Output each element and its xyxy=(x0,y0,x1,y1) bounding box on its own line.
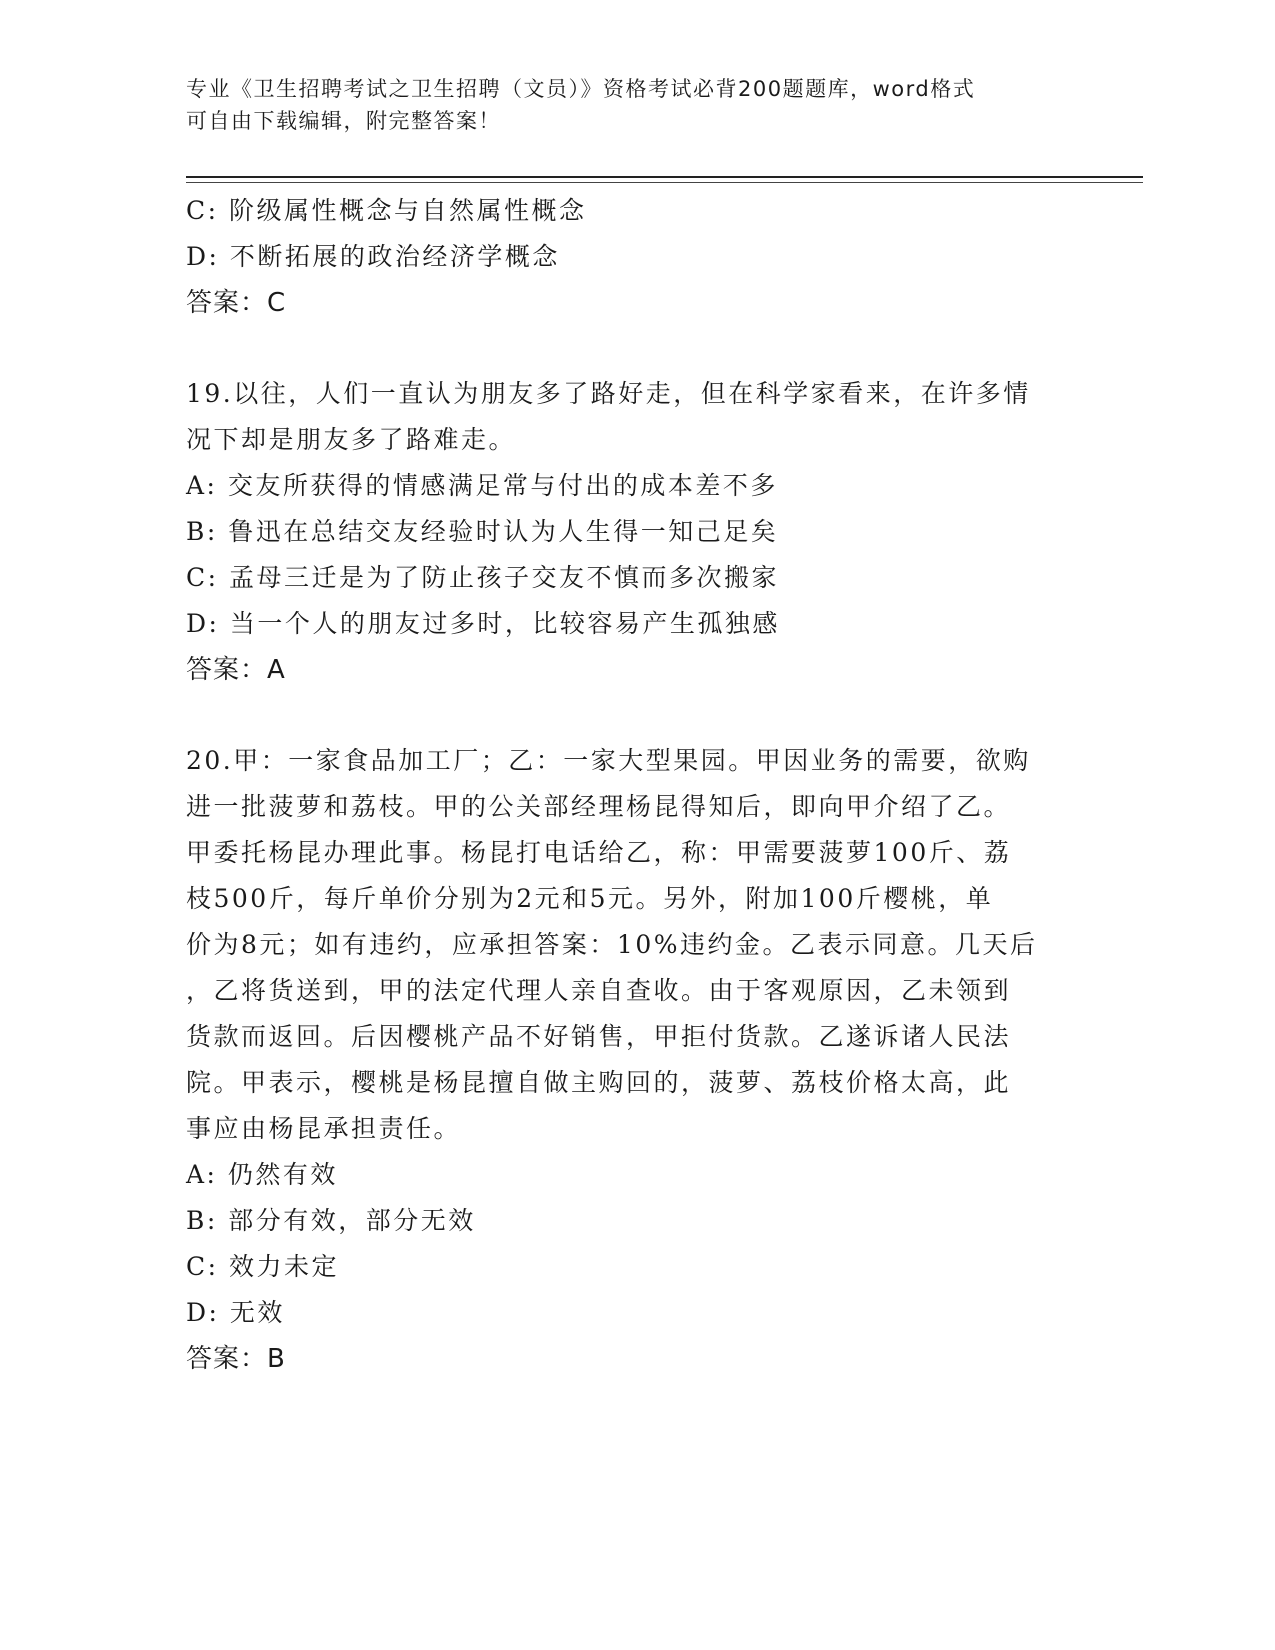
header-divider-thick xyxy=(186,176,1143,178)
question-20 xyxy=(186,738,1076,1382)
option-a: A: 仍然有效 xyxy=(186,1160,338,1189)
question-stem-line: 况下却是朋友多了路难走。 xyxy=(186,425,517,454)
question-stem-line: 甲委托杨昆办理此事。杨昆打电话给乙，称：甲需要菠萝100斤、荔 xyxy=(186,838,1012,867)
question-stem-line: 院。甲表示，樱桃是杨昆擅自做主购回的，菠萝、荔枝价格太高，此 xyxy=(186,1068,1012,1097)
previous-question-tail xyxy=(186,188,1076,326)
spacer xyxy=(186,693,1076,738)
option-b: B: 鲁迅在总结交友经验时认为人生得一知己足矣 xyxy=(186,517,779,546)
option-d: D: 无效 xyxy=(186,1298,285,1327)
question-19 xyxy=(186,371,1076,693)
document-header xyxy=(186,73,1086,137)
option-c: C: 效力未定 xyxy=(186,1252,339,1281)
option-c: C: 阶级属性概念与自然属性概念 xyxy=(186,196,587,225)
question-stem-line: 价为8元；如有违约，应承担答案：10%违约金。乙表示同意。几天后 xyxy=(186,930,1038,959)
question-stem-line: 20.甲：一家食品加工厂；乙：一家大型果园。甲因业务的需要，欲购 xyxy=(186,746,1031,775)
question-stem-line: ，乙将货送到，甲的法定代理人亲自查收。由于客观原因，乙未领到 xyxy=(186,976,1012,1005)
answer-line: 答案：B xyxy=(186,1344,286,1374)
question-stem-line: 枝500斤，每斤单价分别为2元和5元。另外，附加100斤樱桃，单 xyxy=(186,884,994,913)
option-d: D: 不断拓展的政治经济学概念 xyxy=(186,242,560,271)
answer-line: 答案：A xyxy=(186,655,286,685)
option-c: C: 孟母三迁是为了防止孩子交友不慎而多次搬家 xyxy=(186,563,779,592)
spacer xyxy=(186,326,1076,371)
header-line-2: 可自由下载编辑，附完整答案！ xyxy=(186,109,501,133)
option-b: B: 部分有效，部分无效 xyxy=(186,1206,476,1235)
document-body xyxy=(186,188,1076,1382)
header-divider-thin xyxy=(186,182,1143,183)
question-stem-line: 货款而返回。后因樱桃产品不好销售，甲拒付货款。乙遂诉诸人民法 xyxy=(186,1022,1012,1051)
option-d: D: 当一个人的朋友过多时，比较容易产生孤独感 xyxy=(186,609,780,638)
question-stem-line: 事应由杨昆承担责任。 xyxy=(186,1114,462,1143)
header-line-1: 专业《卫生招聘考试之卫生招聘（文员）》资格考试必背200题题库，word格式 xyxy=(186,77,976,101)
question-stem-line: 进一批菠萝和荔枝。甲的公关部经理杨昆得知后，即向甲介绍了乙。 xyxy=(186,792,1012,821)
answer-line: 答案：C xyxy=(186,288,287,318)
question-stem-line: 19.以往，人们一直认为朋友多了路好走，但在科学家看来，在许多情 xyxy=(186,379,1031,408)
option-a: A: 交友所获得的情感满足常与付出的成本差不多 xyxy=(186,471,778,500)
